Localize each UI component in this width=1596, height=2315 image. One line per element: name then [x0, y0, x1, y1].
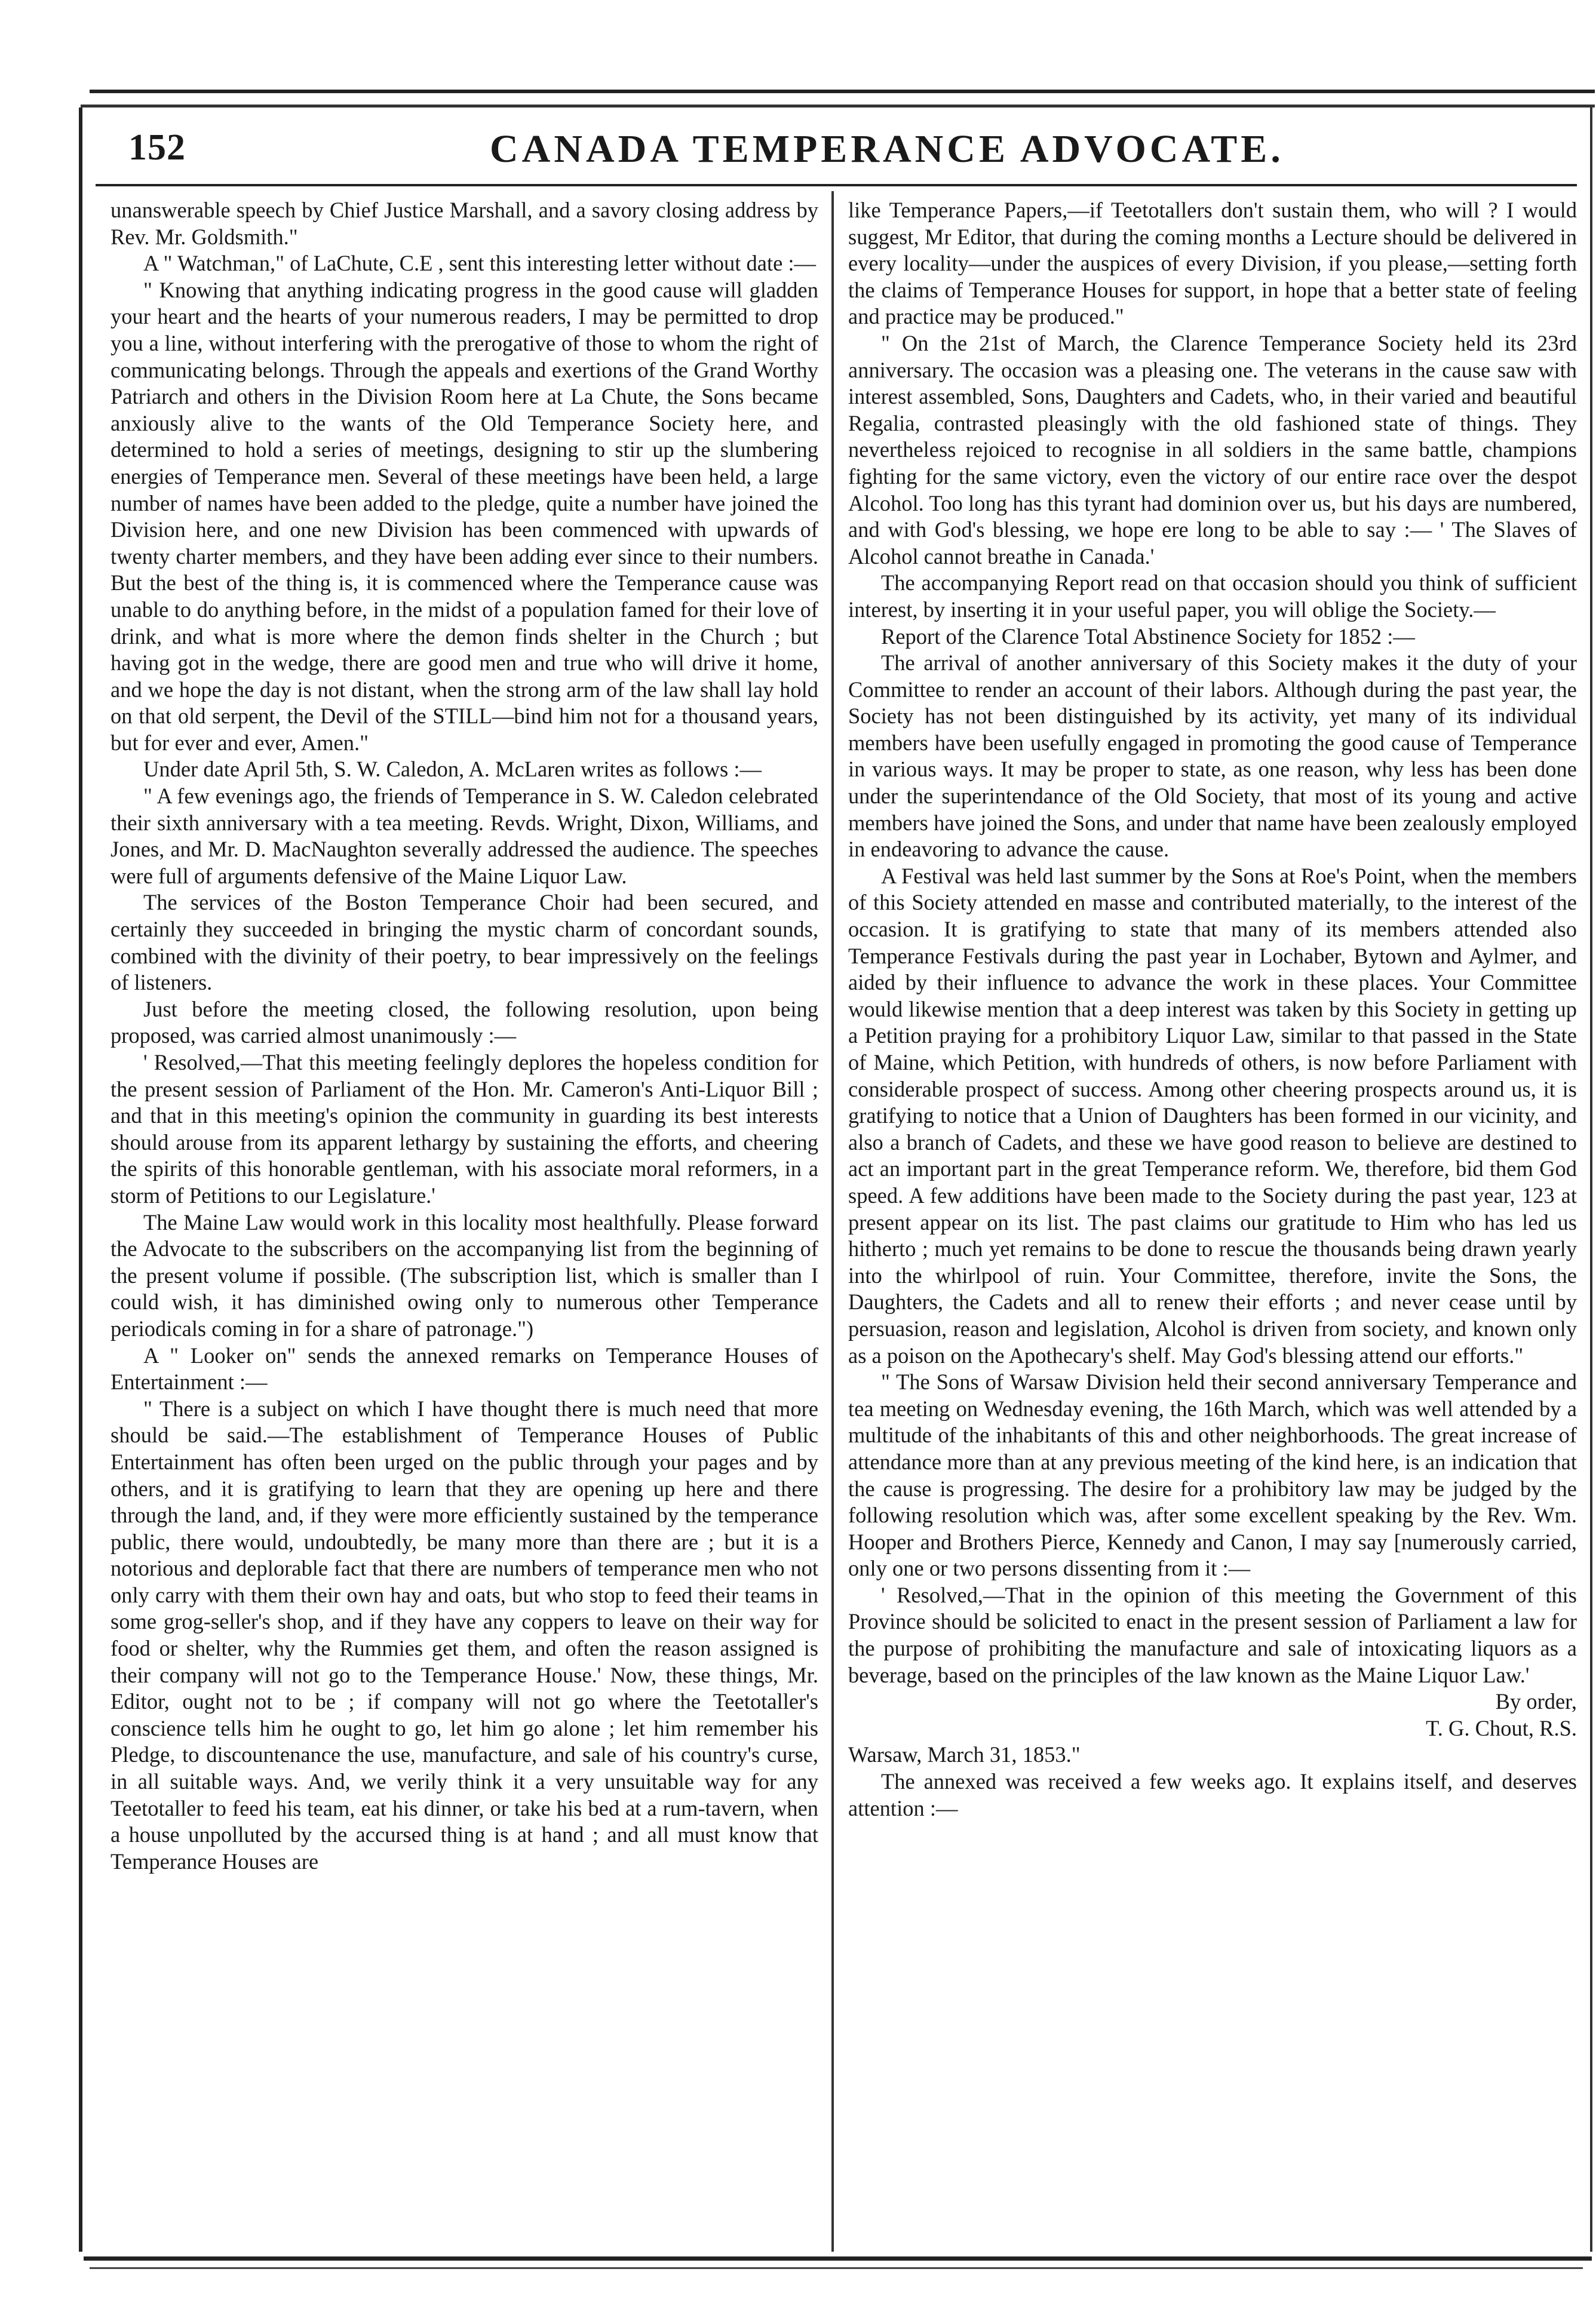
- dateline: Warsaw, March 31, 1853.": [848, 1742, 1081, 1767]
- paragraph: A " Watchman," of LaChute, C.E , sent this interesting letter without date :—: [143, 251, 817, 276]
- closing-paragraph: The annexed was received a few weeks ago. It explains itself, and deserves attention :—: [848, 1769, 1577, 1820]
- bottom-rule: [84, 2256, 1592, 2261]
- signature-by-order: By order,: [1495, 1689, 1577, 1714]
- right-column: [848, 197, 1577, 1822]
- page-number: 152: [128, 127, 186, 168]
- left-border: [79, 108, 82, 2252]
- paragraph: The services of the Boston Temperance Choir had been secured, and certainly they succeeded in bringing the mystic charm of concordant sounds, combined with the divinity of their poetry, to bear impressively on the feelings of listeners.: [111, 890, 818, 995]
- page-title: CANADA TEMPERANCE ADVOCATE.: [490, 127, 1284, 171]
- paragraph: Report of the Clarence Total Abstinence Society for 1852 :—: [881, 624, 1415, 649]
- column-divider: [831, 191, 834, 2252]
- signature-name: T. G. Chout, R.S.: [1426, 1715, 1577, 1740]
- left-column: [111, 197, 818, 1875]
- paragraph: unanswerable speech by Chief Justice Marshall, and a savory closing address by Rev. Mr. Goldsmith.": [111, 198, 818, 249]
- paragraph: The accompanying Report read on that occasion should you think of sufficient interest, by inserting it in your useful paper, you will oblige the Society.—: [848, 570, 1577, 622]
- paragraph: The arrival of another anniversary of this Society makes it the duty of your Committee to render an account of their labors. Although during the past year, the Society has not been distinguished by its activity, yet many of its individual members have been usefully engaged in promoting the good cause of Temperance in various ways. It may be proper to state, as one reason, why less has been done under the superintendance of the Old Society, that most of its young and active members have joined the Sons, and under that name have been zealously employed in endeavoring to advance the cause.: [848, 650, 1577, 862]
- top-rule-inner: [81, 105, 1595, 108]
- paragraph: Just before the meeting closed, the following resolution, upon being proposed, was carried almost unanimously :—: [111, 996, 818, 1048]
- bottom-rule-inner: [90, 2267, 1583, 2269]
- paragraph: " The Sons of Warsaw Division held their second anniversary Temperance and tea meeting on Wednesday evening, the 16th March, which was well attended by a multitude of the inhabitants of this and other neighborhoods. The great increase of attendance more than at any previous meeting of the kind here, is an indication that the cause is progressing. The desire for a prohibitory law may be judged by the following resolution which was, after some excellent speaking by the Rev. Wm. Hooper and Brothers Pierce, Kennedy and Canon, I may say [numerously carried, only one or two persons dissenting from it :—: [848, 1370, 1577, 1581]
- paragraph: " There is a subject on which I have thought there is much need that more should be said.—The establishment of Temperance Houses of Public Entertainment has often been urged on the public through your pages and by others, and it is gratifying to learn that they are opening up here and there through the land, and, if they were more efficiently sustained by the temperance public, there would, undoubtedly, be many more than there are ; but it is a notorious and deplorable fact that there are numbers of temperance men who not only carry with them their own hay and oats, but who stop to feed their teams in some grog-seller's shop, and if they have any coppers to leave on their way for food or shelter, why the Rummies get them, and often the reason assigned is their company will not go to the Temperance House.' Now, these things, Mr. Editor, ought not to be ; if company will not go where the Teetotaller's conscience tells him he ought to go, let him go alone ; let him remember his Pledge, to discountenance the use, manufacture, and sale of his country's curse, in all suitable ways. And, we verily think it a very unsuitable way for any Teetotaller to feed his team, eat his dinner, or take his bed at a rum-tavern, when a house unpolluted by the accursed thing is at hand ; and all must know that Temperance Houses are: [111, 1396, 818, 1874]
- paragraph: " Knowing that anything indicating progress in the good cause will gladden your heart and the hearts of your numerous readers, I may be permitted to drop you a line, without interfering with the prerogative of those to whom the right of communicating belongs. Through the appeals and exertions of the Grand Worthy Patriarch and others in the Division Room here at La Chute, the Sons became anxiously alive to the wants of the Old Temperance Society here, and determined to hold a series of meetings, designing to stir up the slumbering energies of Temperance men. Several of these meetings have been held, a large number of names have been added to the pledge, quite a number have joined the Division here, and one new Division has been commenced with upwards of twenty charter members, and they have been adding ever since to their numbers. But the best of the thing is, it is commenced where the Temperance cause was unable to do anything before, in the midst of a population famed for their love of drink, and what is more where the demon finds shelter in the Church ; but having got in the wedge, there are good men and true who will drive it home, and we hope the day is not distant, when the strong arm of the law shall lay hold on that old serpent, the Devil of the STILL—bind him not for a thousand years, but for ever and ever, Amen.": [111, 277, 818, 755]
- paragraph: A " Looker on" sends the annexed remarks on Temperance Houses of Entertainment :—: [111, 1343, 818, 1395]
- paragraph: ' Resolved,—That this meeting feelingly deplores the hopeless condition for the present session of Parliament of the Hon. Mr. Cameron's Anti-Liquor Bill ; and that in this meeting's opinion the community in guarding its best interests should arouse from its apparent lethargy by sustaining the efforts, and cheering the spirits of this honorable gentleman, with his associate moral reformers, in a storm of Petitions to our Legislature.': [111, 1050, 818, 1208]
- paragraph: ' Resolved,—That in the opinion of this meeting the Government of this Province should be solicited to enact in the present session of Parliament a law for the purpose of prohibiting the manufacture and sale of intoxicating liquors as a beverage, based on the principles of the law known as the Maine Liquor Law.': [848, 1582, 1577, 1687]
- paragraph: " On the 21st of March, the Clarence Temperance Society held its 23rd anniversary. The occasion was a pleasing one. The veterans in the cause saw with interest assembled, Sons, Daughters and Cadets, who, in their varied and beautiful Regalia, contrasted pleasingly with the old fashioned state of things. They nevertheless rejoiced to recognise in all soldiers in the same battle, champions fighting for the same victory, even the victory of our entire race over the despot Alcohol. Too long has this tyrant had dominion over us, but his days are numbered, and with God's blessing, we hope ere long to be able to say :— ' The Slaves of Alcohol cannot breathe in Canada.': [848, 330, 1577, 569]
- paragraph: Under date April 5th, S. W. Caledon, A. McLaren writes as follows :—: [143, 757, 762, 782]
- paragraph: A Festival was held last summer by the Sons at Roe's Point, when the members of this Society attended en masse and contributed materially, to the interest of the occasion. It is gratifying to state that many of its members attended also Temperance Festivals during the past year in Lochaber, Bytown and Aylmer, and aided by their influence to advance the work in these places. Your Committee would likewise mention that a deep interest was taken by this Society in getting up a Petition praying for a prohibitory Liquor Law, similar to that passed in the State of Maine, which Petition, with hundreds of others, is now before Parliament with considerable prospect of success. Among other cheering prospects around us, it is gratifying to notice that a Union of Daughters has been formed in our vicinity, and also a branch of Cadets, and these we have good reason to believe are destined to act an important part in the great Temperance reform. We, therefore, bid them God speed. A few additions have been made to the Society during the past year, 123 at present appear on its list. The past claims our gratitude to Him who has led us hitherto ; much yet remains to be done to rescue the thousands being drawn yearly into the whirlpool of ruin. Your Committee, therefore, invite the Sons, the Daughters, the Cadets and all to renew their efforts ; and never cease until by persuasion, reason and legislation, Alcohol is driven from society, and known only as a poison on the Apothecary's shelf. May God's blessing attend our efforts.": [848, 863, 1577, 1368]
- header-rule: [96, 184, 1577, 186]
- right-border: [1590, 108, 1592, 2252]
- paragraph: The Maine Law would work in this locality most healthfully. Please forward the Advocate to the subscribers on the accompanying list from the beginning of the present volume if possible. (The subscription list, which is smaller than I could wish, it has diminished owing only to numerous other Temperance periodicals coming in for a share of patronage."): [111, 1209, 818, 1341]
- top-rule: [90, 90, 1595, 93]
- paragraph: " A few evenings ago, the friends of Temperance in S. W. Caledon celebrated their sixth anniversary with a tea meeting. Revds. Wright, Dixon, Williams, and Jones, and Mr. D. MacNaughton severally addressed the audience. The speeches were full of arguments defensive of the Maine Liquor Law.: [111, 784, 818, 888]
- paragraph: like Temperance Papers,—if Teetotallers don't sustain them, who will ? I would suggest, Mr Editor, that during the coming months a Lecture should be delivered in every locality—under the auspices of every Division, if you please,—setting forth the claims of Temperance Houses for support, in hope that a better state of feeling and practice may be produced.": [848, 198, 1577, 329]
